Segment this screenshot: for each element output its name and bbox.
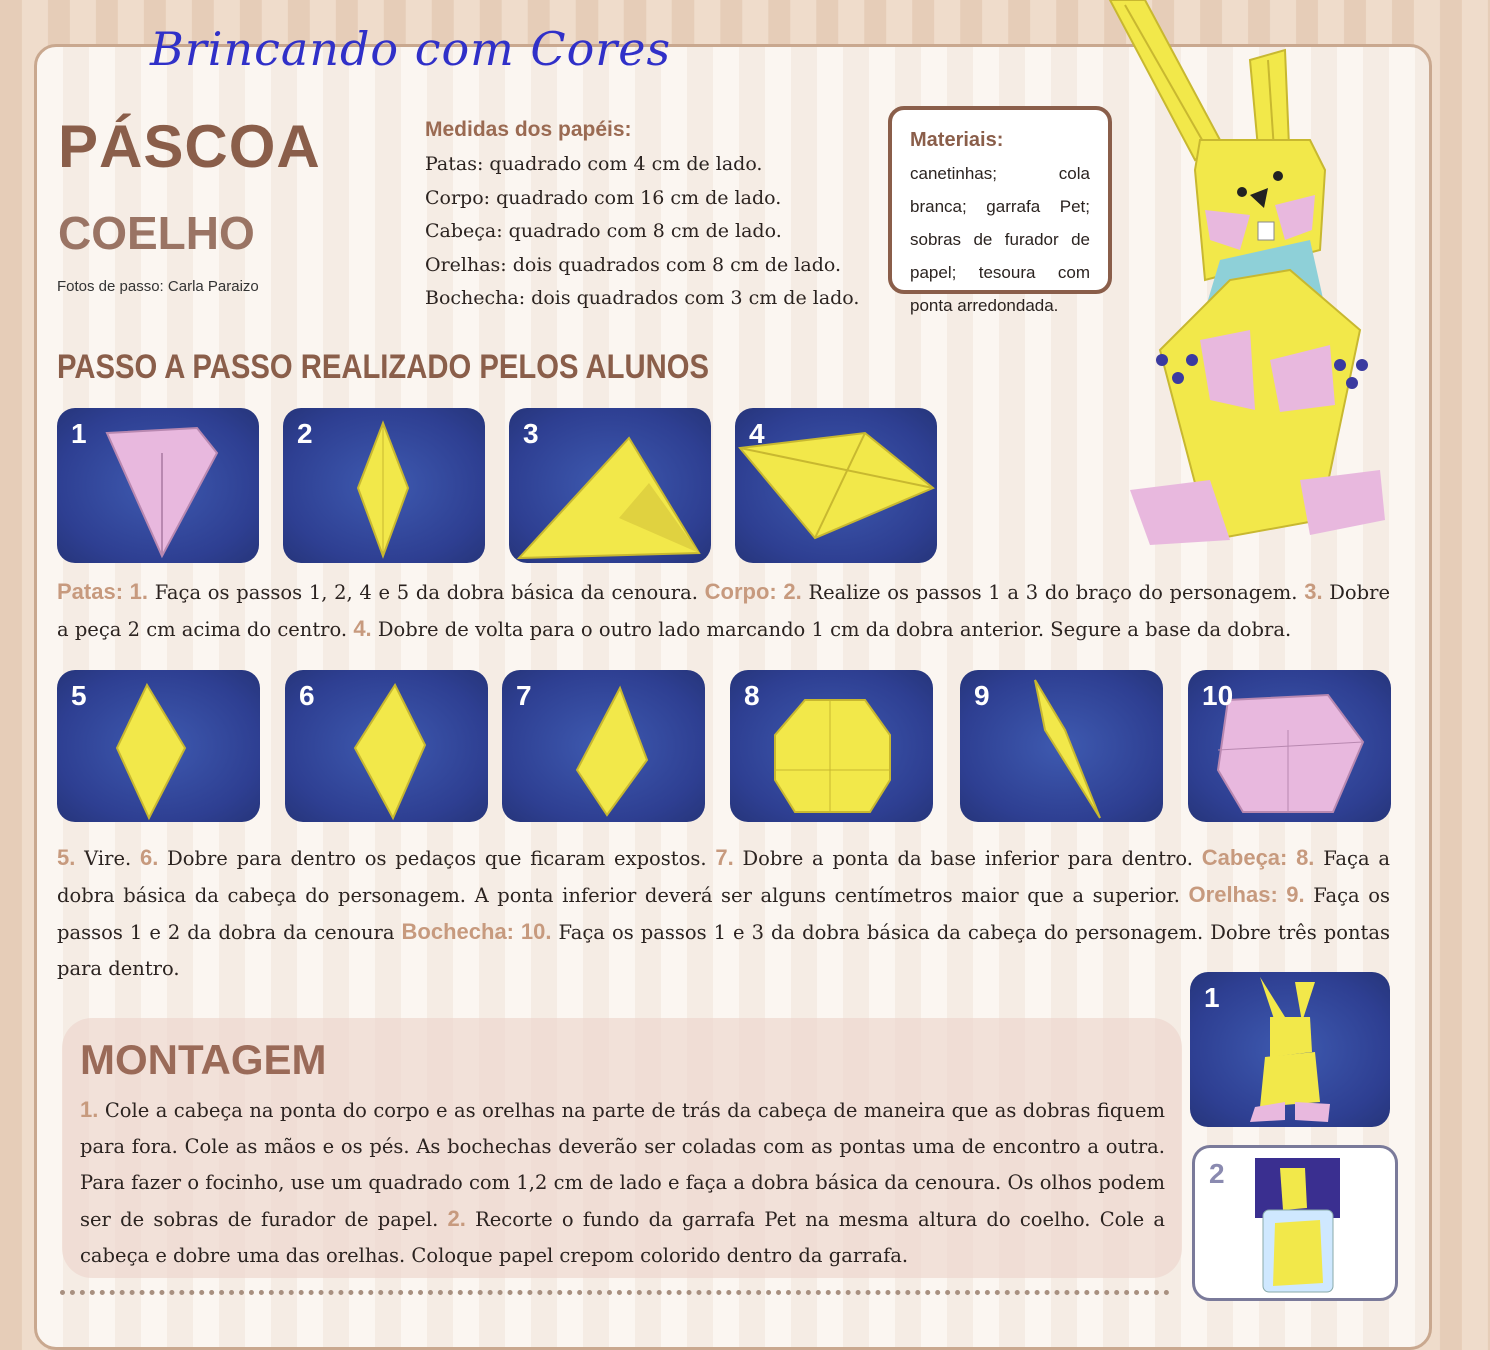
yellow-diamond-fold-icon [285, 670, 488, 822]
step-text: Dobre de volta para o outro lado marcando 1 cm da dobra anterior. Segure a base da dobra. [371, 618, 1292, 641]
yellow-head-fold-icon [730, 670, 933, 822]
page-subtitle: COELHO [58, 207, 255, 259]
bottle-bunny-icon [1195, 1148, 1395, 1298]
montagem-paragraph [80, 1092, 1165, 1274]
step-number: 9 [974, 680, 990, 711]
step-photo-5 [57, 670, 260, 822]
step-text: Faça os passos 1 e 3 da dobra básica da cabeça do personagem. Dobre três pontas para dentro. [57, 921, 1390, 980]
materiais-label: Materiais: [910, 129, 1004, 151]
yellow-kite-fold-icon [502, 670, 705, 822]
step-text: Faça a dobra básica da cabeça do personagem. A ponta inferior deverá ser alguns centímetros maior que a superior. [57, 847, 1391, 907]
medidas-list [425, 148, 859, 316]
medidas-item: Orelhas: dois quadrados com 8 cm de lado. [425, 253, 842, 276]
page-title: PÁSCOA [58, 113, 321, 180]
materiais-text: canetinhas; cola branca; garrafa Pet; sobras de furador de papel; tesoura com ponta arredondada. [910, 164, 1090, 315]
step-number: 1 [1204, 982, 1220, 1013]
step-text: Realize os passos 1 a 3 do braço do personagem. [801, 581, 1305, 604]
step-photo-10 [1188, 670, 1391, 822]
step-photo-3 [509, 408, 711, 563]
yellow-triangle-fold-icon [509, 408, 711, 563]
step-number: 10 [1202, 680, 1234, 711]
step-text: Vire. [75, 847, 140, 870]
photo-credit: Fotos de passo: Carla Paraizo [57, 278, 259, 295]
step-label: Patas: 1. [57, 579, 148, 604]
yellow-kite-fold-icon [735, 408, 937, 563]
step-number: 7 [516, 680, 532, 711]
medidas-item: Bochecha: dois quadrados com 3 cm de lado. [425, 287, 860, 309]
step-number: 8 [744, 680, 760, 711]
step-photo-6 [285, 670, 488, 822]
step-number: 4 [749, 418, 765, 449]
materiais-box [888, 106, 1112, 315]
step-label: 5. [57, 845, 76, 870]
step-number: 3 [523, 418, 539, 449]
step-text: Cole a cabeça na ponta do corpo e as orelhas na parte de trás da cabeça de maneira que as dobras fiquem para fora. Cole as mãos e os pés. As bochechas deverão ser coladas com as pontas uma de encontro a outra. Para fazer o focinho, use um quadrado com 1,2 cm de lado e faça a dobra básica da cenoura. Os olhos podem ser de sobras de furador de papel. [80, 1099, 1165, 1231]
medidas-item: Cabeça: quadrado com 8 cm de lado. [425, 220, 782, 242]
bunny-illustration [1100, 0, 1390, 560]
step-number: 2 [297, 418, 313, 449]
step-text: Faça os passos 1, 2, 4 e 5 da dobra básica da cenoura. [148, 581, 705, 604]
step-text: Dobre para dentro os pedaços que ficaram expostos. [158, 847, 716, 870]
step-text: Faça os passos 1 e 2 da dobra da cenoura [57, 884, 1390, 944]
instructions-paragraph-1 [57, 574, 1390, 648]
dotted-divider [60, 1290, 1170, 1295]
medidas-heading: Medidas dos papéis: [425, 118, 632, 141]
medidas-item: Patas: quadrado com 4 cm de lado. [425, 153, 763, 175]
section-heading: PASSO A PASSO REALIZADO PELOS ALUNOS [57, 348, 710, 386]
step-photo-2 [283, 408, 485, 563]
step-label: 2. [447, 1206, 466, 1231]
step-photo-1 [57, 408, 259, 563]
step-text: Recorte o fundo da garrafa Pet na mesma altura do coelho. Cole a cabeça e dobre uma das orelhas. Coloque papel crepom colorido dentro da garrafa. [80, 1208, 1165, 1267]
montagem-photo-2 [1192, 1145, 1398, 1301]
step-label: 1. [80, 1097, 99, 1122]
bunny-mini-icon [1190, 972, 1390, 1127]
step-number: 5 [71, 680, 87, 711]
step-text: Dobre a peça 2 cm acima do centro. [57, 581, 1390, 641]
step-photo-9 [960, 670, 1163, 822]
step-label: Bochecha: 10. [401, 919, 552, 944]
step-number: 2 [1209, 1158, 1225, 1189]
montagem-heading: MONTAGEM [80, 1036, 327, 1083]
step-number: 6 [299, 680, 315, 711]
step-photo-8 [730, 670, 933, 822]
instructions-paragraph-2 [57, 840, 1390, 987]
yellow-diamond-fold-icon [283, 408, 485, 563]
montagem-photo-1 [1190, 972, 1390, 1127]
step-label: Corpo: 2. [704, 579, 802, 604]
step-label: 6. [139, 845, 159, 870]
step-label: Orelhas: 9. [1188, 882, 1305, 907]
yellow-diamond-fold-icon [57, 670, 260, 822]
yellow-ear-fold-icon [960, 670, 1163, 822]
step-label: Cabeça: 8. [1201, 845, 1315, 870]
step-label: 4. [353, 616, 372, 641]
step-number: 1 [71, 418, 87, 449]
medidas-item: Corpo: quadrado com 16 cm de lado. [425, 186, 782, 209]
watermark: Brincando com Cores [150, 22, 672, 76]
step-photo-7 [502, 670, 705, 822]
step-photo-4 [735, 408, 937, 563]
pink-kite-fold-icon [57, 408, 259, 563]
step-label: 3. [1304, 579, 1323, 604]
step-text: Dobre a ponta da base inferior para dentro. [733, 847, 1202, 870]
step-label: 7. [715, 845, 734, 870]
